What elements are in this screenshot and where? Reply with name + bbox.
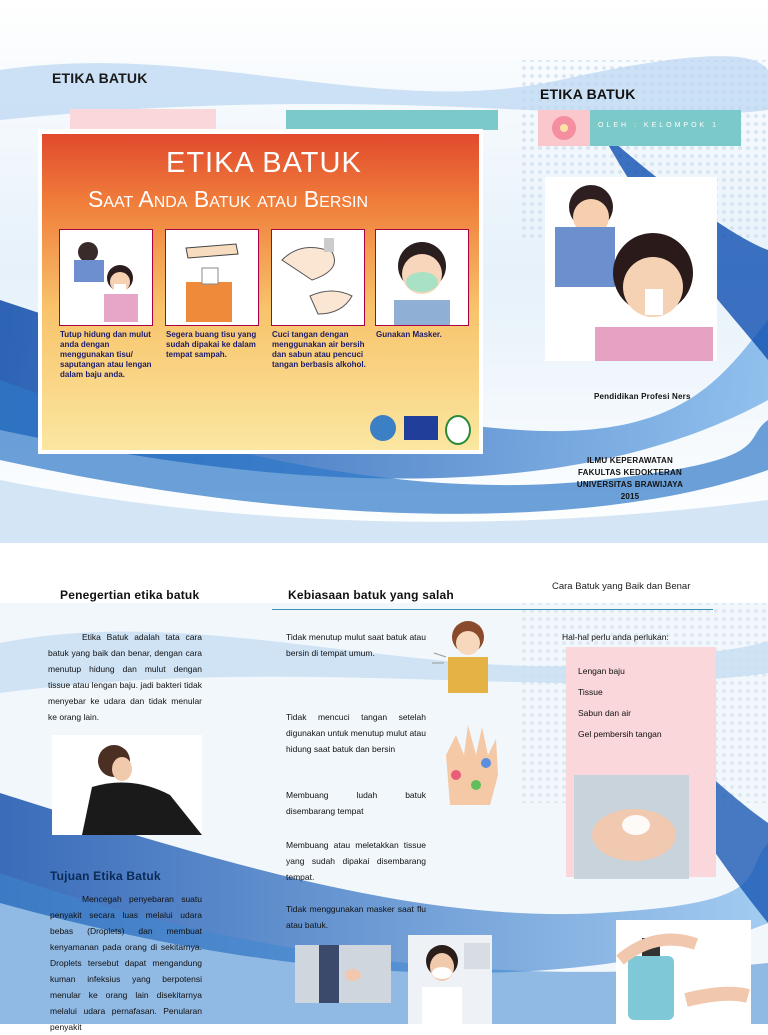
poster-caption-3: Cuci tangan dengan menggunakan air bersih dan sabun atau pencuci tangan berbasis alkohol. xyxy=(272,330,366,369)
poster-image-cover-mouth xyxy=(59,229,153,326)
byline-bar xyxy=(590,110,741,146)
cough-etiquette-poster xyxy=(42,134,479,450)
handwashing-photo xyxy=(574,775,689,879)
top-left-heading: ETIKA BATUK xyxy=(52,70,148,86)
cover-program: Pendidikan Profesi Ners xyxy=(594,392,691,401)
teal-accent-bar xyxy=(286,110,498,130)
definition-heading: Penegertian etika batuk xyxy=(60,588,200,602)
spitting-photo xyxy=(295,945,391,1003)
poster-caption-1: Tutup hidung dan mulut anda dengan menggunakan tisu/ saputangan atau lengan dalam baju anda. xyxy=(60,330,152,379)
supply-item-4: Gel pembersih tangan xyxy=(578,729,662,739)
institution-line-1: ILMU KEPERAWATAN xyxy=(586,456,673,465)
supply-item-1: Lengan baju xyxy=(578,666,625,676)
cover-title: ETIKA BATUK xyxy=(540,86,636,102)
flower-image xyxy=(538,110,590,146)
who-logo xyxy=(370,415,396,441)
purpose-body: Mencegah penyebaran suatu penyakit secara luas melalui udara bebas (Droplets) dan membuat kenyamanan pada orang di sekitarnya. Droplets tersebut dapat mengandung kuman infeksius yang berpotensi menular ke orang lain disekitarnya melalui udara pernafasan. Penularan penyakit xyxy=(50,894,202,1032)
woman-coughing-photo xyxy=(52,735,202,835)
good-way-heading: Cara Batuk yang Baik dan Benar xyxy=(552,581,691,592)
supply-item-2: Tissue xyxy=(578,687,603,697)
bad-habit-2: Tidak mencuci tangan setelah digunakan untuk menutup mulut atau hidung saat batuk dan bersin xyxy=(286,712,426,754)
bad-habits-heading: Kebiasaan batuk yang salah xyxy=(288,588,454,602)
poster-subtitle: Saat Anda Batuk atau Bersin xyxy=(88,186,369,212)
institution-line-4: 2015 xyxy=(620,492,640,501)
eu-flag-logo xyxy=(404,416,438,440)
brochure-inside-panel xyxy=(0,543,768,1032)
bad-habit-4: Membuang atau meletakkan tissue yang sudah dipakai disembarang tempat. xyxy=(286,840,426,882)
bad-habit-5: Tidak menggunakan masker saat flu atau batuk. xyxy=(286,904,426,930)
masked-woman-photo xyxy=(408,935,492,1024)
cover-byline: OLEH : KELOMPOK 1 xyxy=(598,122,720,129)
poster-image-wear-mask xyxy=(375,229,469,326)
purpose-heading: Tujuan Etika Batuk xyxy=(50,869,161,883)
poster-caption-4: Gunakan Masker. xyxy=(376,330,442,339)
institution-line-2: FAKULTAS KEDOKTERAN xyxy=(578,468,682,477)
hand-sanitizer-photo xyxy=(616,920,751,1024)
ministry-logo xyxy=(445,415,471,445)
pink-accent-bar xyxy=(70,109,216,130)
heading-divider xyxy=(272,609,713,610)
coughing-child-illustration xyxy=(430,617,508,701)
germy-hand-illustration xyxy=(436,715,508,811)
poster-image-hand-wash xyxy=(271,229,365,326)
supply-item-3: Sabun dan air xyxy=(578,708,631,718)
bad-habit-1: Tidak menutup mulut saat batuk atau bersin di tempat umum. xyxy=(286,632,426,658)
poster-image-trash-bin xyxy=(165,229,259,326)
cover-institution xyxy=(570,455,690,503)
institution-line-3: UNIVERSITAS BRAWIJAYA xyxy=(576,480,684,489)
poster-frame xyxy=(38,129,483,454)
bad-habit-3: Membuang ludah batuk disembarang tempat xyxy=(286,790,426,816)
poster-caption-2: Segera buang tisu yang sudah dipakai ke dalam tempat sampah. xyxy=(166,330,257,359)
poster-title: ETIKA BATUK xyxy=(166,147,362,179)
good-way-intro: Hal-hal perlu anda perlukan: xyxy=(562,632,669,642)
cover-illustration xyxy=(545,177,717,361)
definition-body: Etika Batuk adalah tata cara batuk yang baik dan benar, dengan cara menutup hidung dan mulut dengan tissue atau lengan baju. jadi bakteri tidak menyebar ke udara dan tidak menular ke orang lain. xyxy=(48,632,202,722)
